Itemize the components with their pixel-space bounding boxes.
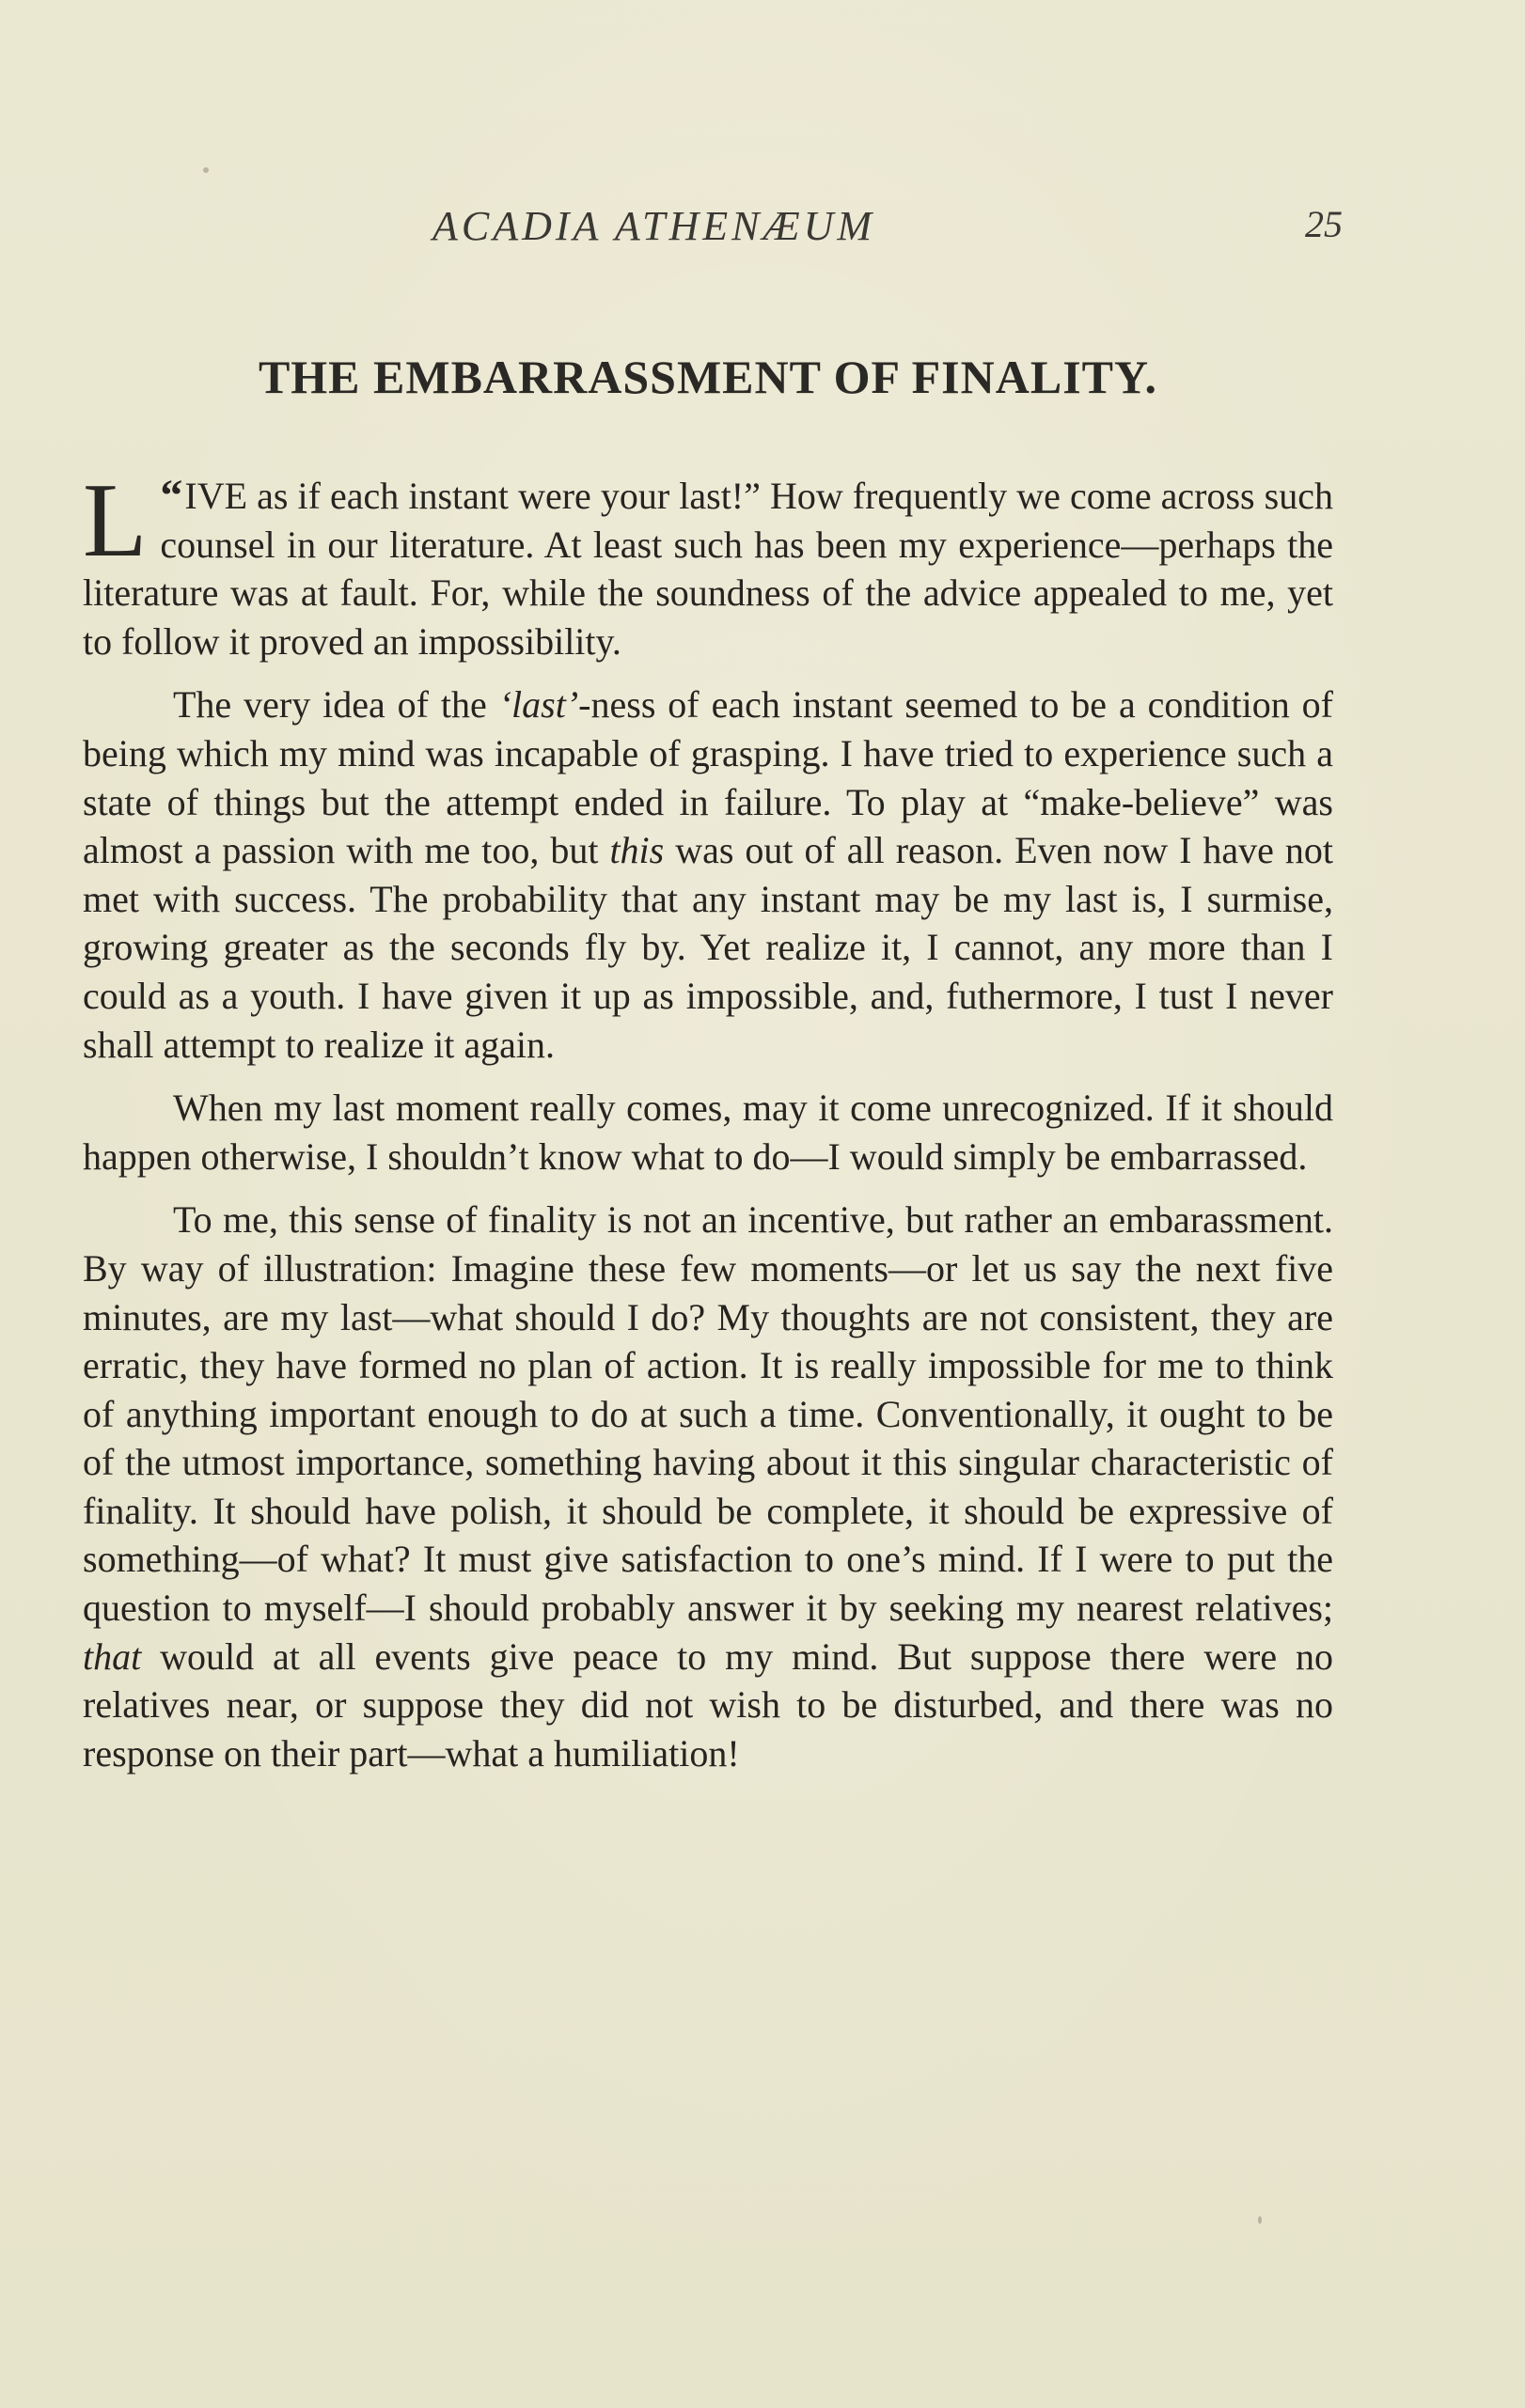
article-title: THE EMBARRASSMENT OF FINALITY. <box>258 351 1158 403</box>
paragraph-2-emphasis-last: ‘last’ <box>498 683 579 727</box>
paragraph-4-text-b: would at all events give peace to my mind. But suppose there were no relatives near, or suppose they did not wish to be disturbed, and there was no response on their part—what a humiliation! <box>83 1634 1333 1775</box>
paper-speck <box>203 167 209 173</box>
paragraph-2-emphasis-this: this <box>609 829 665 872</box>
page-number: 25 <box>1305 203 1343 245</box>
paper-speck <box>1258 2216 1262 2224</box>
paragraph-2-text-c: was out of all reason. Even now I have not met with success. The probability that any instant may be my last is, I surmise, growing greater as the seconds fly by. Yet realize it, I cannot, any more than I could as a youth. I have given it up as impossible, and, futhermore, I tust I never shall attempt to realize it again. <box>83 829 1333 1066</box>
paragraph-4-text-a: To me, this sense of finality is not an incentive, but rather an embarassment. By way of illustration: Imagine these few moments—or let us say the next five minutes, are my last—what should I do? My thoughts are not consistent, they are erratic, they have formed no plan of action. It is really impossible for me to think of anything important enough to do at such a time. Conventionally, it ought to be of the utmost importance, something having about it this singular characteristic of finality. It should have polish, it should be complete, it should be expressive of something—of what? It must give satisfaction to one’s mind. If I were to put the question to myself—I should probably answer it by seeking my nearest relatives; <box>83 1198 1333 1630</box>
running-head-title: ACADIA ATHENÆUM <box>432 203 876 249</box>
drop-cap-letter: L <box>83 462 148 579</box>
paragraph-1-text: IVE as if each instant were your last!” How frequently we come across such counsel in our literature. At least such has been my experience—perhaps the literature was at fault. For, while the soundness of the advice appealed to me, yet to follow it proved an impossibility. <box>83 475 1333 663</box>
article-body <box>83 462 1333 1792</box>
paragraph-4-emphasis-that: that <box>83 1634 142 1678</box>
running-header <box>83 202 1343 258</box>
paragraph-4 <box>83 1196 1333 1777</box>
paragraph-2 <box>83 680 1333 1069</box>
paragraph-1 <box>83 462 1333 665</box>
paragraph-2-text-b: -ness of each instant seemed to be a condition of being which my mind was incapable of grasping. I have tried to experience such a state of things but the attempt ended in failure. To play at “make-believe” was almost a passion with me too, but <box>83 683 1333 872</box>
opening-quote-mark: “ <box>160 471 183 521</box>
paragraph-2-text-a: The very idea of the <box>173 683 499 727</box>
paragraph-3: When my last moment really comes, may it come unrecognized. If it should happen otherwise, I shouldn’t know what to do—I would simply be embarrassed. <box>83 1087 1333 1178</box>
